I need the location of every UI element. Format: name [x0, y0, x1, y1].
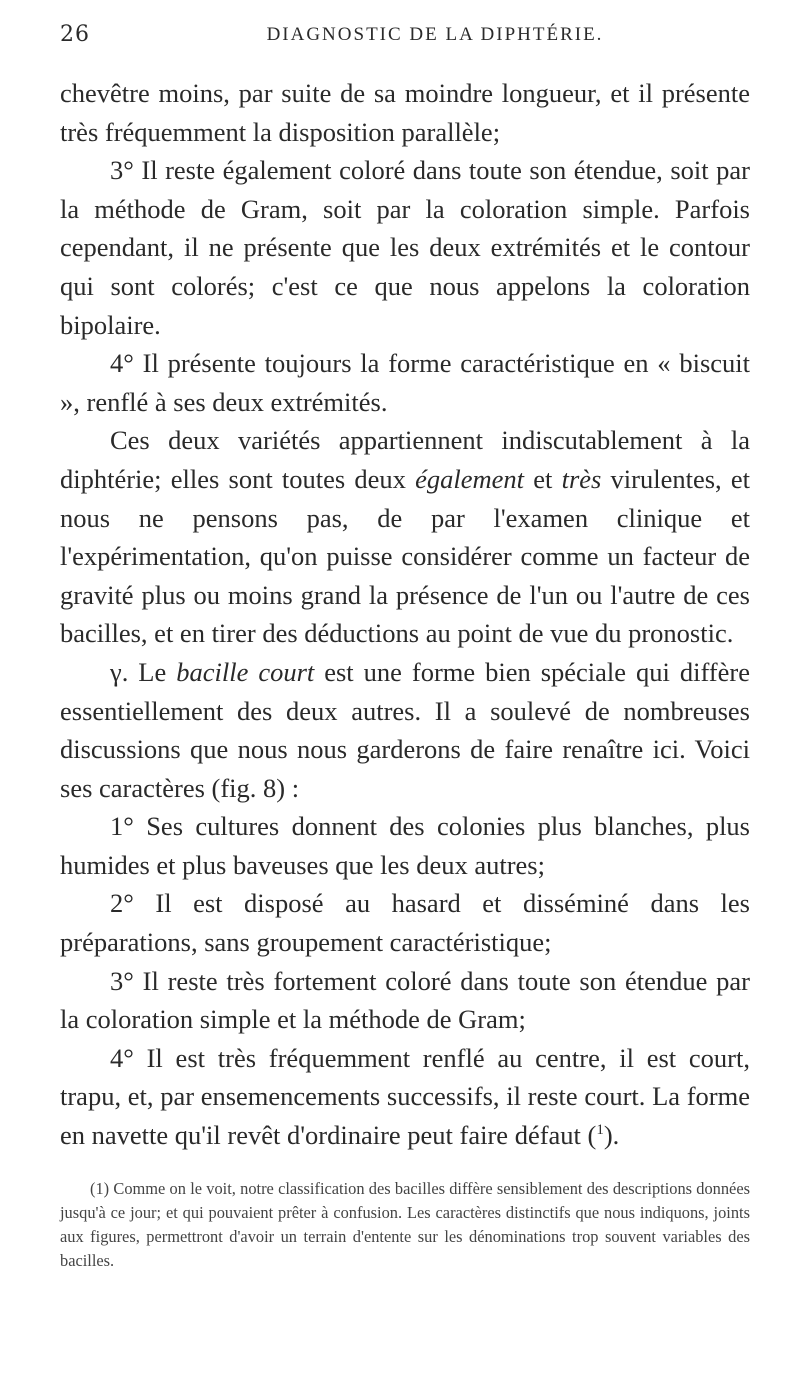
list-item-4-text: 4° Il est très fréquemment renflé au centre, il est court, trapu, et, par ensemencements successifs, il reste court. La forme en navette qu'il revêt d'ordinaire peut faire défaut (	[60, 1042, 750, 1151]
running-title: DIAGNOSTIC DE LA DIPHTÉRIE.	[266, 24, 604, 45]
body-text	[60, 74, 750, 1155]
page-number: 26	[60, 22, 90, 47]
varieties-text-end: virulentes, et nous ne pensons pas, de par l'examen clinique et l'expérimentation, qu'on puisse considérer comme un facteur de gravité plus ou moins grand la présence de l'un ou l'autre de ces bacilles, et en tirer des déductions au point de vue du pronostic.	[60, 463, 751, 649]
footnote-marker: (1)	[90, 1178, 110, 1198]
list-item-4	[60, 1039, 750, 1155]
footnote-reference[interactable]: 1	[596, 1122, 604, 1139]
footnote-paragraph	[60, 1177, 750, 1273]
paragraph-item-4: 4° Il présente toujours la forme caractéristique en « biscuit », renflé à ses deux extrémités.	[60, 348, 750, 417]
gamma-text-end: est une forme bien spéciale qui diffère essentiellement des deux autres. Il a soulevé de nombreuses discussions que nous nous garderons de faire renaître ici. Voici ses caractères (fig. 8) :	[60, 656, 750, 803]
paragraph-item-3: 3° Il reste également coloré dans toute son étendue, soit par la méthode de Gram, soit par la coloration simple. Parfois cependant, il ne présente que les deux extrémités et le contour qui sont colorés; c'est ce que nous appelons la coloration bipolaire.	[60, 155, 750, 340]
varieties-text-middle: et	[524, 463, 562, 494]
paragraph-continuation: chevêtre moins, par suite de sa moindre longueur, et il présente très fréquemment la disposition parallèle;	[60, 78, 750, 147]
varieties-emphasis-2: très	[561, 463, 602, 494]
paragraph-varieties	[60, 421, 750, 653]
gamma-text-start: γ. Le	[110, 656, 177, 687]
list-item-4-close: ).	[603, 1120, 620, 1151]
book-page	[60, 18, 750, 1348]
varieties-emphasis-1: également	[415, 463, 525, 494]
page-header	[60, 18, 750, 56]
list-item-3: 3° Il reste très fortement coloré dans toute son étendue par la coloration simple et la méthode de Gram;	[60, 965, 750, 1035]
paragraph-bacille-court	[60, 653, 750, 807]
varieties-text-start: Ces deux variétés appartiennent indiscutablement à la diphtérie; elles sont toutes deux	[60, 425, 750, 494]
footnote	[60, 1177, 750, 1273]
footnote-text: Comme on le voit, notre classification des bacilles diffère sensiblement des descriptions données jusqu'à ce jour; et qui pouvaient prêter à confusion. Les caractères distinctifs que nous indiquons, joints aux figures, permettront d'avoir un terrain d'entente sur les dénominations trop souvent variables des bacilles.	[60, 1178, 750, 1270]
list-item-1: 1° Ses cultures donnent des colonies plus blanches, plus humides et plus baveuses que les deux autres;	[60, 811, 750, 880]
gamma-emphasis: bacille court	[176, 656, 315, 687]
list-item-2: 2° Il est disposé au hasard et disséminé dans les préparations, sans groupement caractéristique;	[60, 888, 750, 958]
